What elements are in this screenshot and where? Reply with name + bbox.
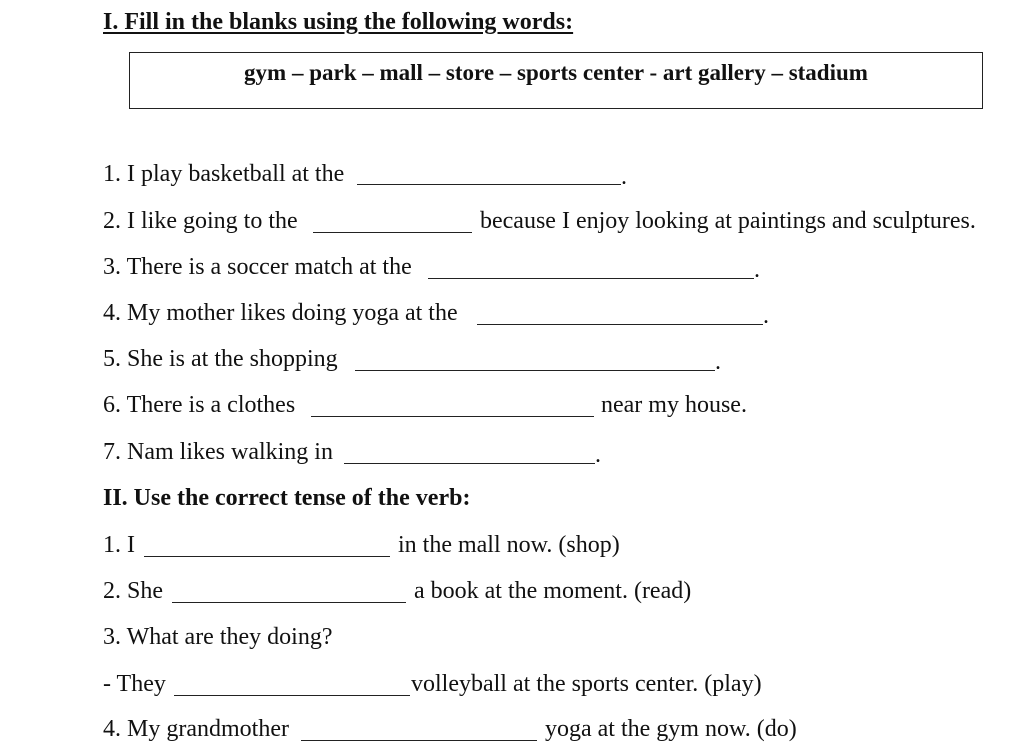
exercise1-item7-end: . — [595, 442, 601, 468]
exercise1-item3-end: . — [754, 257, 760, 283]
exercise1-item6-end: near my house. — [601, 392, 747, 418]
exercise2-item3-question: 3. What are they doing? — [103, 624, 333, 650]
section1-heading: I. Fill in the blanks using the following words: — [103, 9, 574, 35]
exercise1-item1-text: 1. I play basketball at the — [103, 161, 345, 187]
exercise2-item3-blank[interactable] — [174, 695, 410, 696]
exercise2-item2-blank[interactable] — [172, 602, 406, 603]
exercise1-item7-blank[interactable] — [344, 463, 595, 464]
exercise1-item2-text: 2. I like going to the — [103, 208, 298, 234]
exercise2-item4-text: 4. My grandmother — [103, 716, 289, 742]
exercise1-item7-text: 7. Nam likes walking in — [103, 439, 333, 465]
exercise1-item4-blank[interactable] — [477, 324, 763, 325]
exercise2-item2-text: 2. She — [103, 578, 163, 604]
exercise1-item4-text: 4. My mother likes doing yoga at the — [103, 300, 458, 326]
exercise1-item4-end: . — [763, 303, 769, 329]
exercise1-item5-text: 5. She is at the shopping — [103, 346, 338, 372]
exercise2-item1-blank[interactable] — [144, 556, 390, 557]
section2-heading: II. Use the correct tense of the verb: — [103, 485, 471, 511]
exercise2-item4-end: yoga at the gym now. (do) — [545, 716, 797, 742]
word-bank: gym – park – mall – store – sports center - art gallery – stadium — [244, 60, 868, 85]
exercise1-item3-blank[interactable] — [428, 278, 754, 279]
exercise2-item1-text: 1. I — [103, 532, 135, 558]
exercise2-item2-end: a book at the moment. (read) — [414, 578, 692, 604]
exercise1-item5-end: . — [715, 349, 721, 375]
exercise1-item6-blank[interactable] — [311, 416, 594, 417]
exercise1-item3-text: 3. There is a soccer match at the — [103, 254, 412, 280]
exercise1-item1-end: . — [621, 164, 627, 190]
exercise2-item1-end: in the mall now. (shop) — [398, 532, 620, 558]
exercise1-item2-blank[interactable] — [313, 232, 472, 233]
exercise2-item4-blank[interactable] — [301, 740, 537, 741]
exercise1-item2-end: because I enjoy looking at paintings and sculptures. — [480, 208, 976, 234]
exercise1-item5-blank[interactable] — [355, 370, 715, 371]
exercise2-item3-answer-text: - They — [103, 671, 166, 697]
word-bank-box — [129, 52, 983, 109]
exercise1-item6-text: 6. There is a clothes — [103, 392, 296, 418]
exercise2-item3-answer-end: volleyball at the sports center. (play) — [411, 671, 762, 697]
exercise1-item1-blank[interactable] — [357, 184, 621, 185]
